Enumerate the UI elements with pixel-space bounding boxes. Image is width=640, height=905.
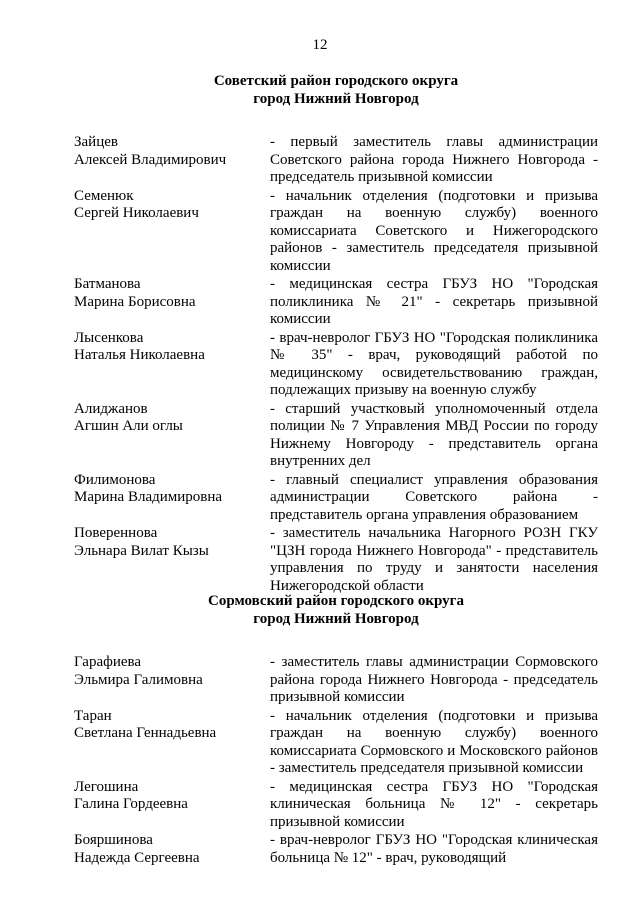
member-given-name: Надежда Сергеевна bbox=[74, 849, 200, 866]
member-given-name: Марина Борисовна bbox=[74, 293, 196, 310]
section-sormovsky bbox=[74, 592, 598, 868]
member-entry bbox=[74, 708, 598, 778]
section-title-line1: Сормовский район городского округа bbox=[208, 593, 464, 609]
member-entry bbox=[74, 779, 598, 832]
member-given-name: Эльнара Вилат Кызы bbox=[74, 542, 209, 559]
section-sovetsky bbox=[74, 72, 598, 596]
member-entry bbox=[74, 654, 598, 707]
member-name bbox=[74, 779, 270, 832]
member-name bbox=[74, 708, 270, 778]
member-given-name: Галина Гордеевна bbox=[74, 796, 188, 812]
member-role: - заместитель главы администрации Сормовского района города Нижнего Новгорода - председатель призывной комиссии bbox=[270, 654, 598, 705]
member-given-name: Агшин Али оглы bbox=[74, 418, 183, 434]
section-title bbox=[74, 72, 598, 108]
member-surname: Филимонова bbox=[74, 471, 156, 488]
member-entry bbox=[74, 401, 598, 471]
member-name bbox=[74, 134, 270, 187]
page-number: 12 bbox=[312, 37, 328, 53]
member-name bbox=[74, 188, 270, 276]
member-surname: Семенюк bbox=[74, 187, 134, 204]
member-role: - начальник отделения (подготовки и призыва граждан на военную службу) военного комиссариата Сормовского и Московского районов - заместитель председателя призывной комиссии bbox=[270, 707, 598, 776]
member-role: - главный специалист управления образования администрации Советского района - представитель органа управления образованием bbox=[270, 471, 598, 523]
member-name bbox=[74, 472, 270, 525]
member-role: - начальник отделения (подготовки и призыва граждан на военную службу) военного комиссариата Советского и Нижегородского районов - заместитель председателя призывной комиссии bbox=[270, 187, 598, 274]
member-role: - старший участковый уполномоченный отдела полиции № 7 Управления МВД России по городу Нижнему Новгороду - представитель органа внутренних дел bbox=[270, 400, 598, 469]
member-given-name: Сергей Николаевич bbox=[74, 205, 199, 221]
member-name bbox=[74, 401, 270, 471]
member-surname: Алиджанов bbox=[74, 400, 148, 417]
member-entry bbox=[74, 276, 598, 329]
member-name bbox=[74, 276, 270, 329]
member-surname: Зайцев bbox=[74, 134, 118, 150]
member-surname: Легошина bbox=[74, 778, 139, 795]
member-entry bbox=[74, 525, 598, 595]
member-surname: Повереннова bbox=[74, 525, 158, 541]
member-surname: Лысенкова bbox=[74, 329, 144, 346]
member-surname: Бояршинова bbox=[74, 832, 153, 848]
member-surname: Гарафиева bbox=[74, 654, 142, 670]
section-title-line2: город Нижний Новгород bbox=[253, 91, 419, 107]
member-name bbox=[74, 832, 270, 867]
member-given-name: Алексей Владимирович bbox=[74, 151, 227, 168]
member-entry bbox=[74, 472, 598, 525]
member-role: - медицинская сестра ГБУЗ НО "Городская клиническая больница № 12" - секретарь призывной комиссии bbox=[270, 778, 598, 830]
member-name bbox=[74, 330, 270, 400]
section-title-line2: город Нижний Новгород bbox=[253, 611, 419, 627]
member-entry bbox=[74, 188, 598, 276]
member-surname: Таран bbox=[74, 707, 112, 724]
member-entry bbox=[74, 330, 598, 400]
section-title bbox=[74, 592, 598, 628]
member-given-name: Марина Владимировна bbox=[74, 489, 223, 505]
member-given-name: Светлана Геннадьевна bbox=[74, 725, 217, 741]
member-role: - медицинская сестра ГБУЗ НО "Городская поликлиника № 21" - секретарь призывной комиссии bbox=[270, 276, 598, 327]
member-role: - заместитель начальника Нагорного РОЗН ГКУ "ЦЗН города Нижнего Новгорода" - представитель управления по труду и занятости населения Нижегородской области bbox=[270, 525, 598, 594]
member-given-name: Эльмира Галимовна bbox=[74, 671, 203, 688]
member-given-name: Наталья Николаевна bbox=[74, 347, 205, 363]
member-name bbox=[74, 525, 270, 595]
member-role: - врач-невролог ГБУЗ НО "Городская поликлиника № 35" - врач, руководящий работой по медицинскому освидетельствованию граждан, подлежащих призыву на военную службу bbox=[270, 329, 598, 398]
member-entry bbox=[74, 832, 598, 867]
section-title-line1: Советский район городского округа bbox=[213, 73, 459, 89]
member-entry bbox=[74, 134, 598, 187]
member-role: - первый заместитель главы администрации Советского района города Нижнего Новгорода - председатель призывной комиссии bbox=[270, 134, 598, 185]
member-name bbox=[74, 654, 270, 707]
member-surname: Батманова bbox=[74, 276, 141, 292]
member-role: - врач-невролог ГБУЗ НО "Городская клиническая больница № 12" - врач, руководящий bbox=[270, 832, 598, 866]
